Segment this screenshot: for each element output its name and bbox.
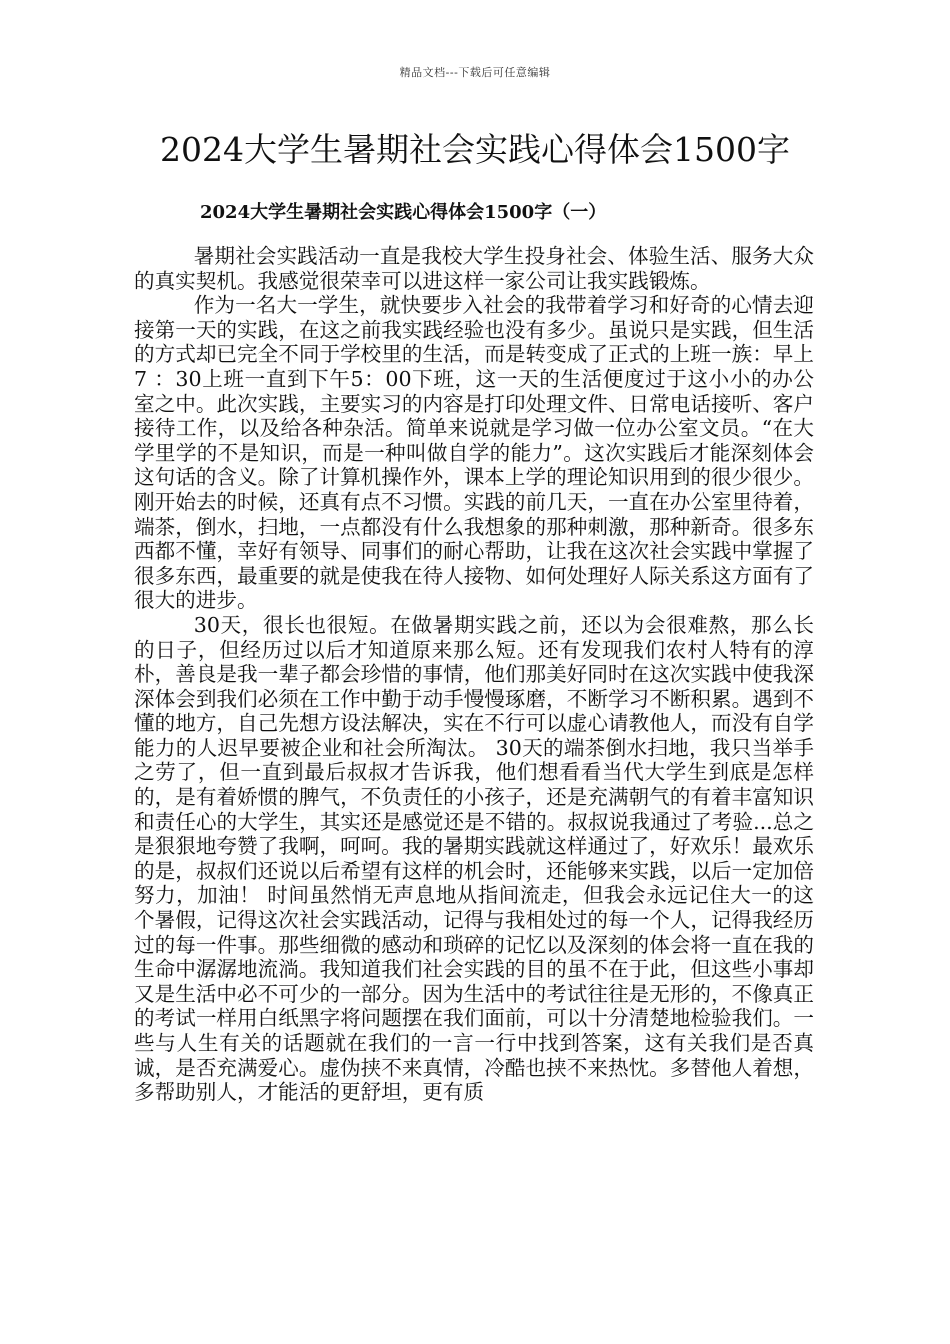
paragraph-2: 作为一名大一学生，就快要步入社会的我带着学习和好奇的心情去迎接第一天的实践，在这之前我实践经验也没有多少。虽说只是实践，但生活的方式却已完全不同于学校里的生活，而是转变成了正式的上班一族：早上7 ：30上班一直到下午5：00下班，这一天的生活便度过于这小小的办公室之中。此次实践，主要实习的内容是打印处理文件、日常电话接听、客户接待工作，以及给各种杂活。简单来说就是学习做一位办公室文员。“在大学里学的不是知识，而是一种叫做自学的能力”。这次实践后才能深刻体会这句话的含义。除了计算机操作外，课本上学的理论知识用到的很少很少。刚开始去的时候，还真有点不习惯。实践的前几天，一直在办公室里待着，端茶，倒水，扫地，一点都没有什么我想象的那种刺激，那种新奇。很多东西都不懂，幸好有领导、同事们的耐心帮助，让我在这次社会实践中掌握了很多东西，最重要的就是使我在待人接物、如何处理好人际关系这方面有了很大的进步。: [134, 293, 814, 613]
paragraph-1: 暑期社会实践活动一直是我校大学生投身社会、体验生活、服务大众的真实契机。我感觉很荣幸可以进这样一家公司让我实践锻炼。: [134, 244, 814, 293]
header-note: 精品文档---下载后可任意编辑: [399, 66, 551, 79]
document-title: 2024大学生暑期社会实践心得体会1500字: [160, 130, 790, 169]
document-body: [134, 244, 814, 1105]
section-subtitle: 2024大学生暑期社会实践心得体会1500字（一）: [200, 202, 607, 223]
paragraph-3: 30天，很长也很短。在做暑期实践之前，还以为会很难熬，那么长的日子，但经历过以后才知道原来那么短。还有发现我们农村人特有的淳朴，善良是我一辈子都会珍惜的事情，他们那美好同时在这次实践中使我深深体会到我们必须在工作中勤于动手慢慢琢磨，不断学习不断积累。遇到不懂的地方，自己先想方设法解决，实在不行可以虚心请教他人，而没有自学能力的人迟早要被企业和社会所淘汰。 30天的端茶倒水扫地，我只当举手之劳了，但一直到最后叔叔才告诉我，他们想看看当代大学生到底是怎样的，是有着娇惯的脾气，不负责任的小孩子，还是充满朝气的有着丰富知识和责任心的大学生，其实还是感觉还是不错的。叔叔说我通过了考验...总之是狠狠地夸赞了我啊，呵呵。我的暑期实践就这样通过了，好欢乐！最欢乐的是，叔叔们还说以后希望有这样的机会时，还能够来实践，以后一定加倍努力，加油！ 时间虽然悄无声息地从指间流走，但我会永远记住大一的这个暑假，记得这次社会实践活动，记得与我相处过的每一个人，记得我经历过的每一件事。那些细微的感动和琐碎的记忆以及深刻的体会将一直在我的生命中潺潺地流淌。我知道我们社会实践的目的虽不在于此，但这些小事却又是生活中必不可少的一部分。因为生活中的考试往往是无形的，不像真正的考试一样用白纸黑字将问题摆在我们面前，可以十分清楚地检验我们。一些与人生有关的话题就在我们的一言一行中找到答案，这有关我们是否真诚，是否充满爱心。虚伪挟不来真情，冷酷也挟不来热忱。多替他人着想，多帮助别人，才能活的更舒坦，更有质: [134, 612, 814, 1105]
